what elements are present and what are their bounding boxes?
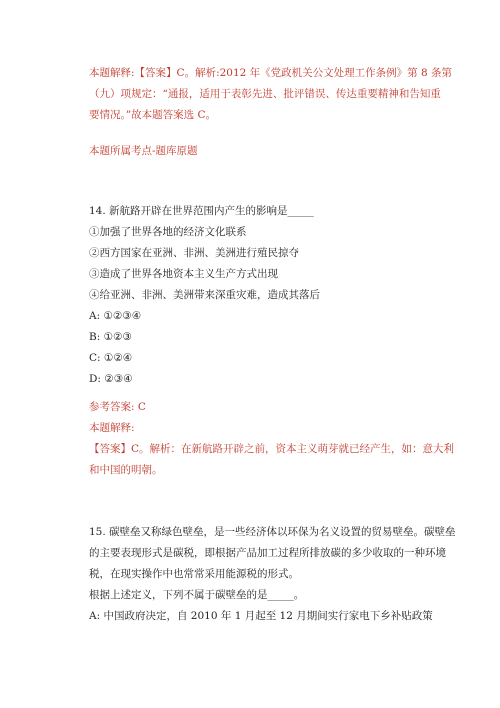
explanation-line: 【答案】C。解析：在新航路开辟之前，资本主义萌芽就已经产生，如：意大利	[89, 443, 455, 455]
option-c: C: ①②④	[89, 352, 133, 364]
statement-item: ①加强了世界各地的经济文化联系	[89, 226, 247, 238]
question-stem: 14. 新航路开辟在世界范围内产生的影响是_____	[89, 205, 314, 217]
option-d: D: ②③④	[89, 373, 133, 385]
explanation-line: 和中国的明朝。	[89, 464, 163, 476]
statement-item: ③造成了世界各地资本主义生产方式出现	[89, 268, 278, 280]
question-15	[89, 522, 456, 627]
source-label: 本题所属考点-题库原题	[89, 145, 198, 157]
explanation-line: 要情况。”故本题答案选 C。	[89, 109, 216, 121]
statement-item: ④给亚洲、非洲、美洲带来深重灾难，造成其落后	[89, 289, 320, 301]
question-prompt: 根据上述定义，下列不属于碳壁垒的是_____。	[89, 589, 305, 601]
q13-source	[89, 141, 421, 162]
option-b: B: ①②③	[89, 331, 132, 343]
statement-item: ②西方国家在亚洲、非洲、美洲进行殖民掠夺	[89, 247, 299, 259]
q13-explanation	[89, 63, 453, 126]
option-a: A: 中国政府决定，自 2010 年 1 月起至 12 月期间实行家电下乡补贴政策	[89, 610, 433, 622]
question-14	[89, 201, 421, 390]
question-stem-line: 税，在现实操作中也常常采用能源税的形式。	[89, 568, 299, 580]
question-stem-line: 的主要表现形式是碳税，即根据产品加工过程所排放碳的多少收取的一种环境	[89, 547, 446, 559]
explanation-label: 本题解释:	[89, 422, 135, 434]
question-stem-line: 15. 碳壁垒又称绿色壁垒，是一些经济体以环保为名义设置的贸易壁垒。碳壁垒	[89, 526, 456, 538]
reference-answer: 参考答案: C	[89, 401, 146, 413]
explanation-line: 本题解释:【答案】C。解析:2012 年《党政机关公文处理工作条例》第 8 条第	[89, 67, 453, 79]
q14-answer-block	[89, 397, 455, 481]
option-a: A: ①②③④	[89, 310, 142, 322]
explanation-line: （九）项规定：“通报，适用于表彰先进、批评错误、传达重要精神和告知重	[89, 88, 441, 100]
